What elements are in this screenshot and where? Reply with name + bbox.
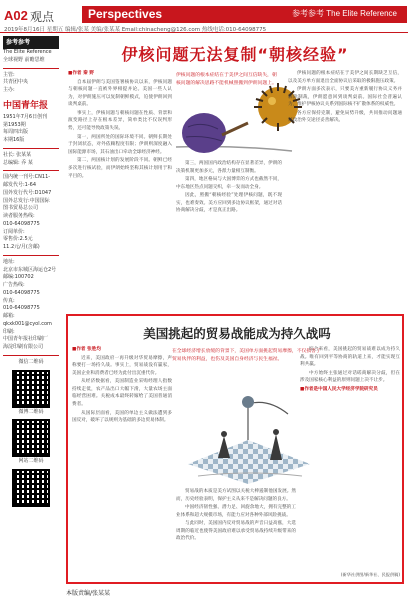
- page-number: A02: [4, 8, 28, 23]
- paragraph: 自本届伊朗与美国签署核协议以来，伊核问题与朝核问题一直被外界相提并论。美国一些人认为，对伊朗施压可以复制朝鲜模式，迫使伊朗回到谈判桌前。: [68, 79, 172, 108]
- masthead: 参考参考 The Elite Reference: [292, 9, 397, 18]
- page-footer-credit: 本版责编/张某某: [66, 590, 111, 597]
- printer: 中国青年报社印刷厂: [3, 336, 49, 343]
- org-label: 主办:: [3, 87, 15, 93]
- section-banner: [82, 6, 407, 23]
- newspaper-logo: 参考参考: [3, 36, 59, 49]
- chess-piece-head: [221, 431, 227, 437]
- info-row: 国内统一刊号:CN11-: [3, 174, 51, 181]
- article-column: [288, 70, 402, 310]
- chess-piece-head: [273, 429, 279, 435]
- article-bottom-box: [66, 314, 404, 584]
- divider: [3, 355, 59, 356]
- paragraph: 中国经济韧性强、潜力足、回旋余地大，拥有完整的工业体系和超大规模市场，有能力应对各种外部风险挑战。: [176, 505, 296, 518]
- page-header: [0, 0, 408, 33]
- info-row: 零售价:2.5元: [3, 236, 33, 243]
- divider: [3, 170, 59, 171]
- paragraph: 伊核问题的根本症结在于美伊之间长期缺乏互信，以及美方单方面退出全面协议后采取的极限施压政策。: [288, 71, 402, 84]
- qr-code-icon[interactable]: [12, 370, 50, 408]
- globe-icon: [242, 396, 254, 408]
- qr-label: 微信二维码: [18, 358, 44, 365]
- address: 北京市东城区海运仓2号: [3, 266, 57, 273]
- founded-date: 1951年7月6日创刊: [3, 113, 48, 120]
- qr-code-icon[interactable]: [12, 469, 50, 507]
- qr-label: 微博二维码: [18, 408, 44, 415]
- article-column: [68, 70, 172, 310]
- article-column: [176, 488, 296, 580]
- info-row: 订阅单价:: [3, 228, 25, 235]
- issue-frequency: 每周四出版: [3, 129, 29, 136]
- pull-quote: 伊核问题的根本症结在于美伊之间互信缺失，朝核问题的解决思路不能机械照搬到伊朗问题上。: [176, 73, 277, 87]
- paragraph: 从国际层面看，美国的单边主义做法遭到多国反对，破坏了以规则为基础的多边贸易体制。: [72, 410, 172, 424]
- editor-name: 张某某: [16, 151, 32, 158]
- fax-label: 传真:: [3, 297, 15, 304]
- qr-label: 网站二维码: [18, 458, 44, 465]
- brand-name: 中国青年报: [3, 100, 49, 111]
- paragraph: 第四，地区格局与大国博弈的方式也截然不同，中东地区热点问题交织，牵一发而动全身。: [176, 177, 282, 190]
- publisher-line: 全球视野 前瞻思维: [3, 56, 45, 63]
- divider: [3, 255, 59, 256]
- ad-phone: 010-64098775: [3, 289, 40, 296]
- editor-label: 社长:: [3, 151, 15, 158]
- printer-detail: 海淀印刷有限公司: [3, 344, 44, 350]
- paragraph: 从经济数据看，美国制造业采购经理人指数持续走低，农产品出口大幅下滑，大量农场主面临经营困难。关税成本最终转嫁给了美国普通消费者。: [72, 379, 172, 408]
- info-row: 读者服务热线:: [3, 213, 35, 219]
- postcode: 邮编:100702: [3, 274, 34, 281]
- paragraph: 贸易战的本质是美方试图以关税大棒遏制他国发展。然而，历史经验表明，保护主义从来不是解决问题的良方。: [176, 489, 296, 502]
- info-row: 11.2元/月(含邮): [3, 244, 40, 250]
- fax-number: 010-64098775: [3, 305, 40, 312]
- section-name-en: Perspectives: [88, 7, 163, 21]
- divider: [3, 148, 59, 149]
- chessboard: [188, 440, 310, 484]
- section-name-cn: 观点: [30, 10, 55, 24]
- paragraph: 伊朗方面多次表示，只要美方重新履行协议义务并解除制裁，伊朗愿意回到谈判桌前。国际社会普遍认为，维护伊核协议关系到国际核不扩散体系的权威性。: [288, 87, 402, 108]
- logo-subtitle: The Elite Reference: [3, 49, 52, 55]
- fuse: [222, 123, 248, 135]
- author-note: ■作者是中国人民大学经济学院研究员: [300, 386, 378, 392]
- printer-label: 印刷:: [3, 328, 15, 335]
- paragraph: 近来，美国政府一再升级对华贸易摩擦，声称要打一场持久战。事实上，贸易战没有赢家，美国企业和消费者已经为此付出沉重代价。: [72, 355, 172, 376]
- chess-piece-icon: [218, 436, 230, 458]
- info-row: 邮发代号:1-64: [3, 182, 37, 188]
- image-credit: (新华社供图/新华社、民报供稿): [340, 572, 400, 577]
- page-count: 本期16版: [3, 137, 25, 143]
- divider: [3, 68, 59, 69]
- article-title[interactable]: 伊核问题无法复制“朝核经验”: [121, 45, 349, 64]
- qr-code-icon[interactable]: [12, 419, 50, 457]
- sponsor: 共青团中央: [3, 79, 29, 86]
- email-label: 邮箱:: [3, 313, 15, 319]
- address-label: 地址:: [3, 258, 15, 265]
- paragraph: 第三，两国国内政治结构存在显著差异，伊朗的决策机制更加多元，各派力量相互制衡。: [176, 161, 282, 174]
- chess-piece-icon: [270, 434, 282, 460]
- article-title[interactable]: 美国挑起的贸易战能成为持久战吗: [143, 326, 331, 341]
- info-row: 国外发行代号:D1047: [3, 189, 52, 196]
- article-top: [66, 36, 404, 73]
- paragraph: 事实上，伊核问题与朝核问题在性质、背景和演变路径上存在根本差异，简单类比不仅误判形势，还可能导致政策失误。: [68, 110, 172, 132]
- highlight: [268, 97, 276, 105]
- chief-name: 乔 某: [21, 159, 33, 166]
- sponsor-label: 主管:: [3, 71, 15, 78]
- paragraph: 第二，两国核计划的发展阶段不同。朝鲜已经多次进行核试验，而伊朗始终坚称其核计划用于和平目的。: [68, 158, 172, 179]
- paragraph: 中方始终主张通过对话磋商解决分歧，但在涉及国家核心利益的原则问题上决不让步。: [300, 370, 400, 384]
- header-rule: [0, 32, 408, 33]
- paragraph: 与此同时，美国国内反对贸易战的声音日益高涨，大选周期的临近也使得美国政府难以承受贸易战持续升级带来的政治代价。: [176, 521, 296, 542]
- meta-line: 2019年8月16日 星期五 编辑/张某 美编/张某某 Email:chinacheng@126.com 热线电话:010-64098775: [4, 27, 267, 33]
- article-byline: ■作者 秦 野: [68, 71, 94, 76]
- ad-label: 广告热线:: [3, 282, 25, 288]
- info-row: 国外总发行:中国国际: [3, 197, 50, 204]
- paragraph: 综合来看，美国挑起的贸易战难以成为持久战。唯有回到平等协商的轨道上来，才能实现互利共赢。: [300, 347, 400, 368]
- article-column: [300, 346, 400, 571]
- globe-icon: [182, 113, 226, 153]
- article-column: [72, 346, 172, 576]
- crane-arm: [248, 402, 288, 440]
- article-column: [176, 160, 282, 310]
- chief-label: 总编辑:: [3, 159, 20, 166]
- email-address[interactable]: qkxk001@cyol.com: [3, 320, 52, 327]
- paragraph: 第一，两国所处的国际环境不同。朝鲜长期处于封闭状态，对外依赖程度有限；伊朗则深度融入国际能源市场，其石油出口牵动全球经济神经。: [68, 134, 172, 155]
- issue-number: 第1953期: [3, 121, 26, 128]
- article-byline: ■作者 张胜均: [72, 347, 101, 352]
- paragraph: 因此，照搬“朝核经验”处理伊核问题，既不现实，也难奏效。美方应回到多边协议框架，通过对话协商解决分歧，才是真正出路。: [176, 193, 282, 214]
- paragraph: 各方应保持克制，避免局势升级，共同推动问题通过政治外交途径妥善解决。: [288, 110, 402, 124]
- article-lead: 在全球经济增长放缓的背景下，美国单方面挑起贸易摩擦，不仅损害了贸易伙伴的利益，也伤及美国自身经济与民生福祉。: [172, 349, 321, 363]
- sidebar-info: [0, 34, 62, 600]
- info-row: 010-64098775: [3, 220, 40, 227]
- chessboard-illustration: [178, 384, 318, 484]
- info-row: 图书贸易总公司: [3, 205, 39, 212]
